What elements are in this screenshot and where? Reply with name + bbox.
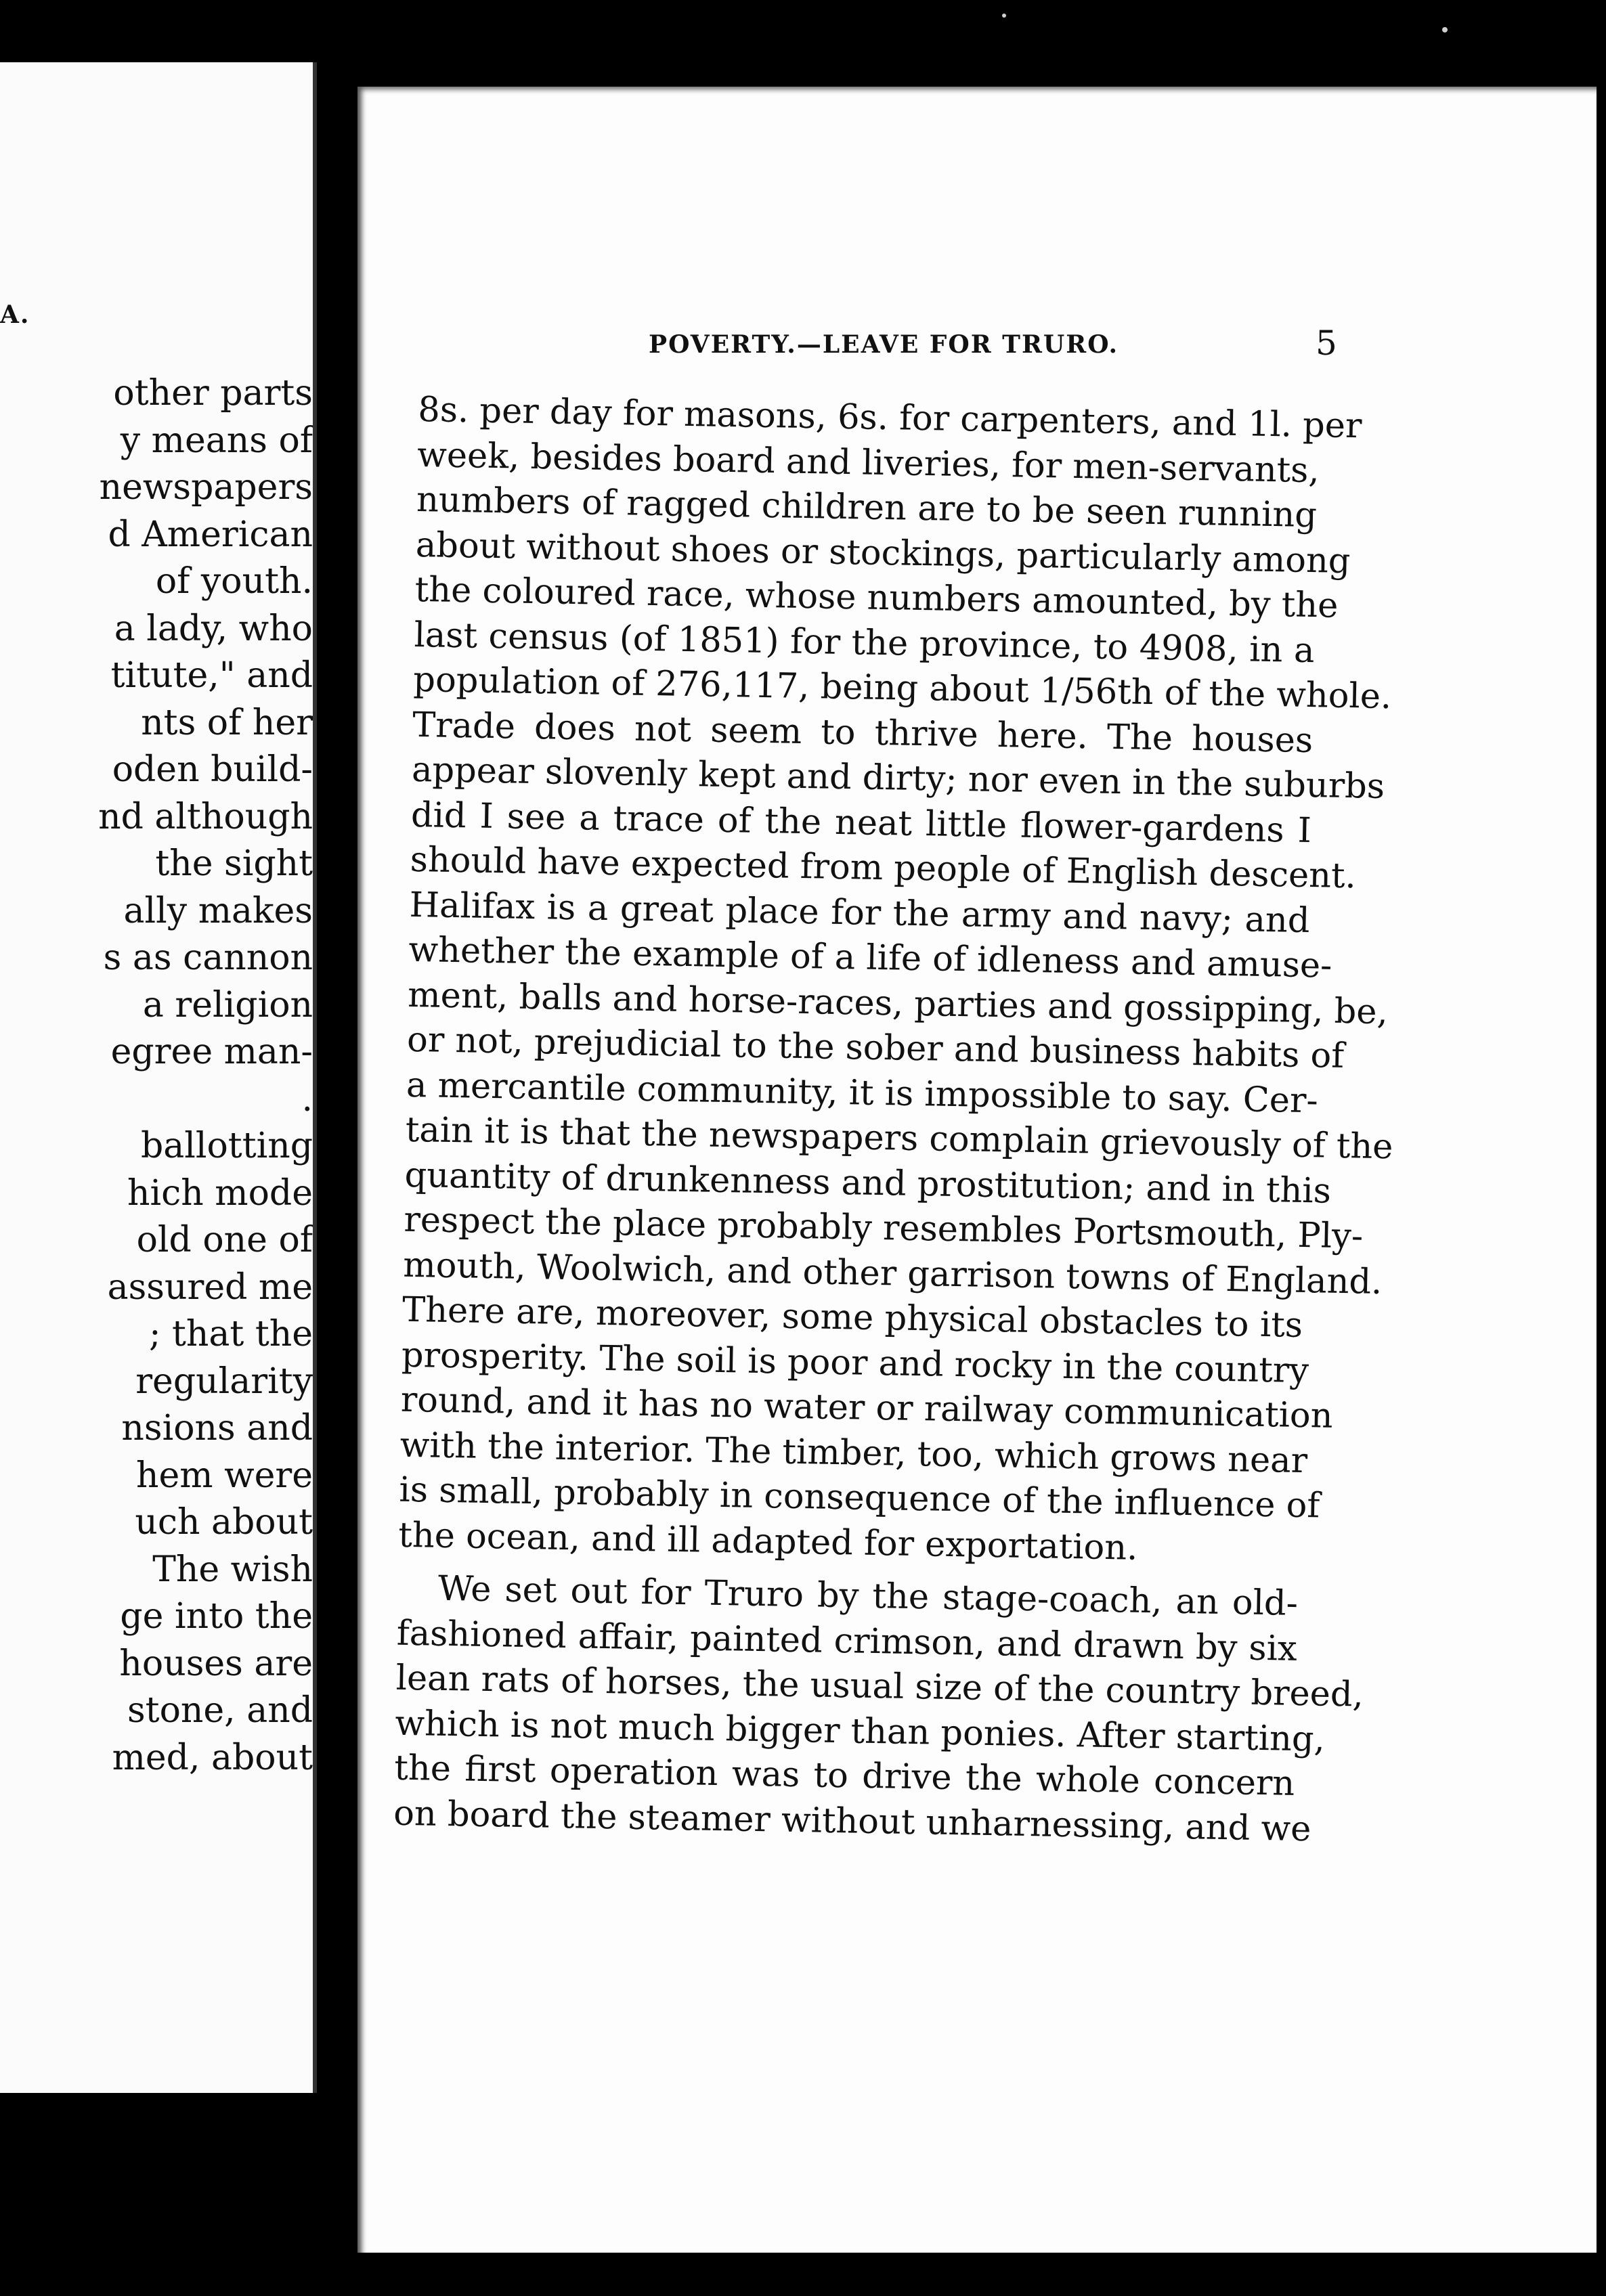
left-page-line: . (301, 1078, 313, 1120)
body-line: on board the steamer without unharnessing, and we (393, 1793, 1311, 1849)
left-page (0, 62, 317, 2093)
body-line: appear slovenly kept and dirty; nor even in the suburbs (411, 749, 1385, 807)
body-line: a mercantile community, it is impossible to say. Cer- (406, 1065, 1319, 1121)
body-line: or not, prejudicial to the sober and business habits of (406, 1019, 1345, 1077)
page-number: 5 (1316, 324, 1337, 363)
body-line: quantity of drunkenness and prostitution; and in this (404, 1155, 1332, 1212)
left-page-line: ballotting (140, 1126, 313, 1166)
left-page-line: med, about (112, 1737, 313, 1778)
body-line: tain it is that the newspapers complain grievously of the (405, 1109, 1393, 1168)
background-speck (1002, 14, 1006, 18)
left-page-line: hem were (135, 1455, 313, 1496)
body-line: did I see a trace of the neat little flower-gardens I (410, 795, 1312, 851)
body-text (393, 388, 1393, 1852)
body-line: which is not much bigger than ponies. After starting, (395, 1703, 1326, 1760)
left-page-line: nd although (98, 796, 313, 837)
left-page-line: the sight (155, 843, 313, 884)
body-line: Trade does not seem to thrive here. The houses (412, 705, 1314, 761)
left-page-line: uch about (135, 1502, 313, 1543)
right-page (357, 87, 1597, 2253)
body-line: week, besides board and liveries, for men-servants, (416, 435, 1320, 491)
body-line: fashioned affair, painted crimson, and drawn by six (396, 1613, 1298, 1669)
body-line: lean rats of horses, the usual size of the country breed, (395, 1658, 1364, 1715)
left-page-line: newspapers (99, 467, 313, 508)
body-line: prosperity. The soil is poor and rocky in the country (401, 1335, 1309, 1391)
body-line: last census (of 1851) for the province, to 4908, in a (414, 615, 1315, 671)
body-line: round, and it has no water or railway communication (400, 1379, 1334, 1436)
body-line: mouth, Woolwich, and other garrison towns of England. (402, 1245, 1383, 1302)
left-page-line: y means of (120, 420, 313, 461)
body-line: numbers of ragged children are to be seen running (416, 479, 1318, 536)
left-page-line: ge into the (120, 1596, 313, 1637)
body-line: respect the place probably resembles Portsmouth, Ply- (404, 1199, 1364, 1257)
body-line: 8s. per day for masons, 6s. for carpenters, and 1l. per (417, 389, 1362, 447)
left-page-line: a lady, who (114, 608, 313, 649)
left-page-line: ally makes (123, 890, 313, 931)
body-line: is small, probably in consequence of the influence of (399, 1470, 1320, 1526)
left-page-line: egree man- (110, 1032, 313, 1072)
left-page-line: ; that the (148, 1314, 313, 1354)
left-page-line: d American (108, 514, 313, 555)
left-page-text (8, 370, 313, 1782)
left-page-line: nts of her (141, 702, 313, 743)
left-page-line: a religion (142, 984, 313, 1025)
left-page-header: A. (0, 301, 30, 329)
left-page-line: other parts (113, 373, 313, 414)
background-speck (1442, 27, 1448, 32)
left-page-line: of youth. (155, 561, 313, 602)
body-line: about without shoes or stockings, particularly among (415, 525, 1351, 581)
left-page-line: houses are (119, 1643, 313, 1684)
body-line: There are, moreover, some physical obstacles to its (402, 1289, 1303, 1346)
body-line: should have expected from people of English descent. (410, 839, 1357, 897)
body-line: We set out for Truro by the stage-coach, an old- (437, 1568, 1299, 1624)
running-head: POVERTY.—LEAVE FOR TRURO. (649, 330, 1119, 359)
body-line: Halifax is a great place for the army and navy; and (409, 885, 1310, 941)
body-line: the first operation was to drive the whole concern (393, 1748, 1295, 1804)
body-line: with the interior. The timber, too, which grows near (399, 1425, 1308, 1481)
left-page-line: nsions and (121, 1408, 313, 1449)
left-page-line: The wish (152, 1549, 313, 1590)
body-line: ment, balls and horse-races, parties and gossipping, be, (407, 975, 1389, 1032)
left-page-line: s as cannon (103, 937, 313, 978)
body-line: population of 276,117, being about 1/56th of the whole. (412, 659, 1392, 718)
left-page-line: oden build- (112, 749, 313, 790)
left-page-line: old one of (136, 1220, 313, 1260)
body-line: the ocean, and ill adapted for exportation. (397, 1515, 1138, 1568)
left-page-line: assured me (107, 1266, 313, 1308)
left-page-line: stone, and (127, 1690, 313, 1731)
left-page-line: hich mode (127, 1172, 313, 1214)
body-line: whether the example of a life of idleness and amuse- (408, 929, 1332, 986)
left-page-line: titute," and (110, 655, 313, 696)
left-page-line: regularity (135, 1361, 313, 1402)
body-line: the coloured race, whose numbers amounted, by the (414, 569, 1339, 626)
